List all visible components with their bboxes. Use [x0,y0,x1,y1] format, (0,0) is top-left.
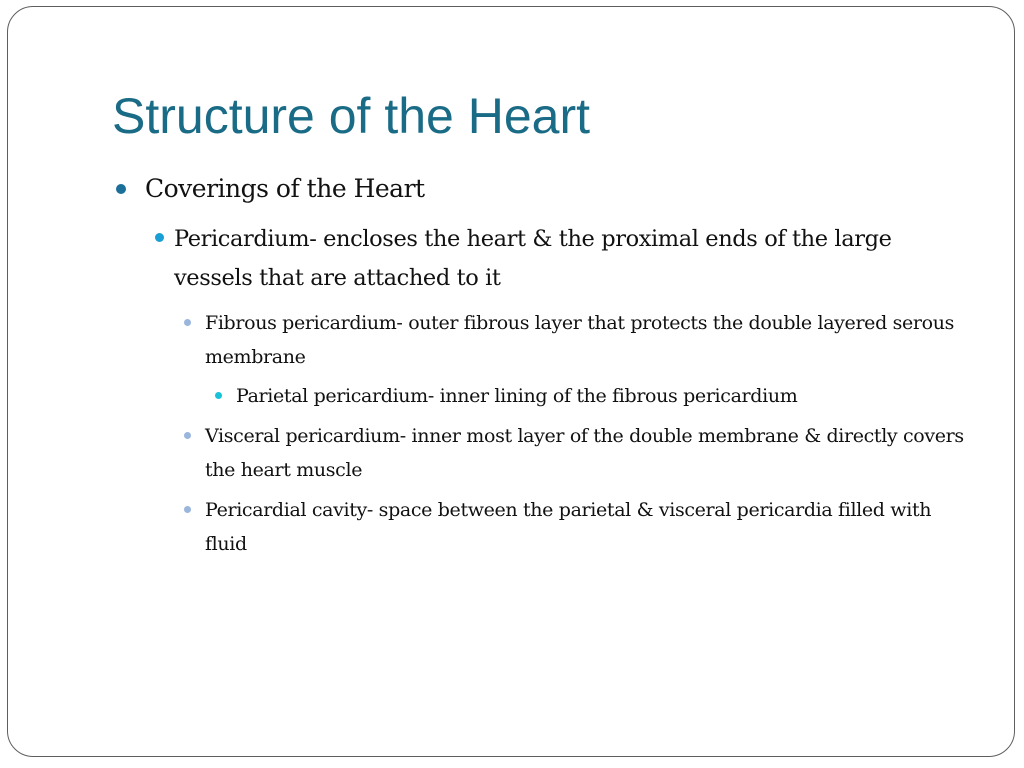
bullet-item-level-2 [174,220,934,298]
bullet-item-level-3 [205,493,965,561]
bullet-dot-icon [116,184,126,194]
slide-title: Structure of the Heart [112,88,591,144]
bullet-dot-icon [155,233,164,242]
bullet-text: Parietal pericardium- inner lining of the fibrous pericardium [236,385,798,407]
bullet-text: Coverings of the Heart [145,174,425,203]
bullet-text: Visceral pericardium- inner most layer of the double membrane & directly covers the heart muscle [205,425,964,481]
bullet-dot-icon [184,432,191,439]
bullet-text: Pericardium- encloses the heart & the proximal ends of the large vessels that are attached to it [174,226,892,291]
bullet-text: Fibrous pericardium- outer fibrous layer that protects the double layered serous membrane [205,312,954,368]
bullet-dot-icon [184,506,191,513]
bullet-item-level-3 [205,306,965,374]
bullet-item-level-4 [236,379,936,413]
bullet-item-level-1 [145,170,965,208]
bullet-dot-icon [184,319,191,326]
bullet-dot-icon [215,392,222,399]
bullet-text: Pericardial cavity- space between the parietal & visceral pericardia filled with fluid [205,499,932,555]
bullet-item-level-3 [205,419,965,487]
